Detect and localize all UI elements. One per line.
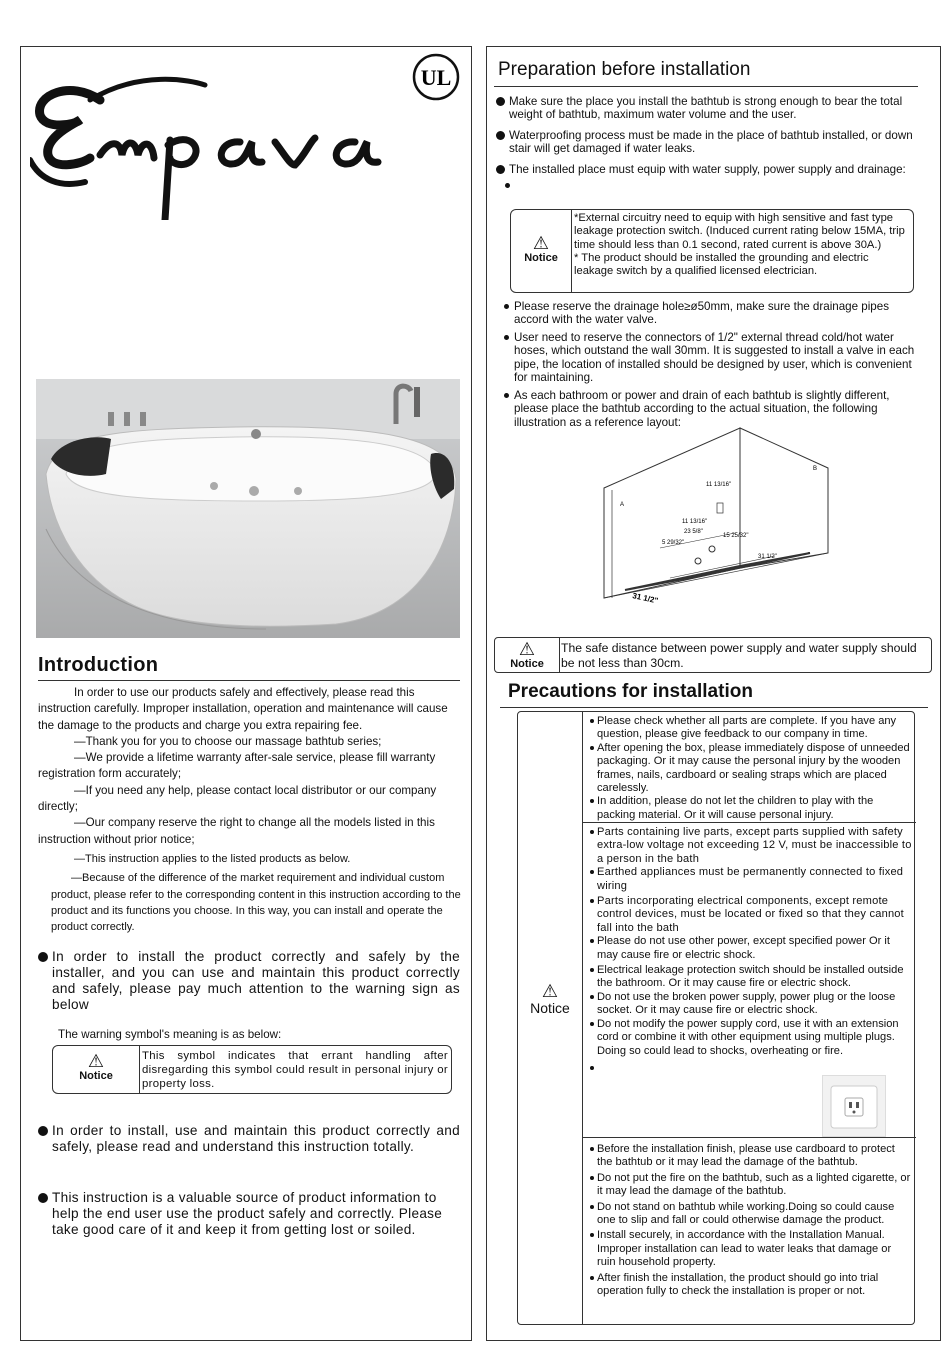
notice-label [518,982,582,1018]
bullet-dot-icon [504,393,509,398]
bullet-dot-icon [38,1193,48,1203]
intro-divider [38,680,460,681]
intro-bullet [38,949,460,1013]
notice-text: *External circuitry need to equip with high sensitive and fast type leakage protection switch. (Induced current rating below 15MA, trip time should less than 0.1 second, rated current is above 30A.) [574,212,905,251]
intro-body [38,685,462,935]
bullet-dot-icon [504,304,509,309]
notice-divider [559,638,560,672]
intro-paragraph: —We provide a lifetime warranty after-sale service, please fill warranty registration form accurately; [38,751,436,781]
bullet-dot-icon [38,1126,48,1136]
precautions-group-1 [582,712,916,823]
precaution-item: Do not put the fire on the bathtub, such as a lighted cigarette, or it may lead the damage of the bathtub. [590,1172,912,1199]
notice-label-text: Notice [524,252,558,264]
diagram-label: B [813,466,818,472]
diagram-dimension: 31 1/2" [758,554,777,560]
bathtub-photo [36,379,460,638]
intro-bullet-text: In order to install, use and maintain this product correctly and safely, please read and understand this instruction totally. [52,1123,460,1154]
diagram-label: A [620,502,625,508]
precaution-item: Do not use the broken power supply, power plug or the loose socket. Or it may cause fire or electric shock. [590,991,912,1018]
warning-symbol-caption: The warning symbol's meaning is as below: [58,1028,282,1041]
warning-triangle-icon: ⚠ [541,981,559,1001]
ul-certification-icon [411,52,461,102]
safe-distance-notice-box [494,637,932,673]
empava-logo [30,70,430,220]
bullet-dot-icon [504,335,509,340]
precaution-item: Please do not use other power, except specified power Or it may cause fire or electric shock. [590,935,912,962]
bullet-dot-icon [496,165,505,174]
intro-bullet-text: In order to install the product correctly and safely by the installer, and you can use and maintain this product correctly and safely, please pay much attention to the warning sign as below [52,949,460,1012]
intro-title: Introduction [38,654,159,676]
precaution-item: Parts incorporating electrical components, except remote control devices, must be located or fixed so that they cannot fall into the bath [590,895,912,935]
diagram-dimension: 31 1/2" [631,591,659,606]
intro-paragraph: —If you need any help, please contact local distributor or our company directly; [38,783,437,814]
precaution-item: Before the installation finish, please use cardboard to protect the bathtub or it may lead the damage of the bathtub. [590,1143,912,1170]
prep-sub-bullet [496,300,924,327]
layout-diagram [600,418,840,610]
warning-triangle-icon: ⚠ [87,1051,105,1071]
diagram-dimension: 5 29/32" [662,540,685,546]
intro-paragraph: —This instruction applies to the listed products as below. [74,852,351,865]
precaution-item: Earthed appliances must be permanently connected to fixed wiring [590,866,912,893]
intro-notice-box [52,1045,452,1094]
prep-notice-box [510,209,914,293]
precautions-group-2 [582,823,916,1138]
prep-sub-bullet-text: User need to reserve the connectors of 1/2" external thread cold/hot water hoses, which outstand the wall 30mm. It is suggested to install a valve in each pipe, the location of installed should be designed by user, which is convenient for maintaining. [514,331,915,385]
intro-paragraph: —Because of the difference of the market requirement and individual custom product, please refer to the corresponding content in this instruction according to the product and its functions you choose. In this way, you can install and operate the product correctly. [51,872,461,934]
prep-bullet [496,163,924,176]
precaution-item: Do not stand on bathtub while working.Doing so could cause one to slip and fall or could otherwise damage the product. [590,1201,912,1228]
precautions-table [517,711,915,1325]
intro-bullet [38,1123,460,1155]
notice-text-block [574,212,910,278]
bullet-dot-icon [496,97,505,106]
notice-label [495,640,559,670]
intro-paragraph: —Thank you for you to choose our massage bathtub series; [74,734,382,748]
intro-paragraph: In order to use our products safely and effectively, please read this instruction carefully. Improper installation, operation and maintenance will cause the damage to the products and charge you extra repairing fee. [38,686,448,732]
precaution-item: In addition, please do not let the children to play with the packing material. Or it will cause personal injury. [590,795,912,822]
precaution-item: After finish the installation, the product should go into trial operation fully to check the installation is proper or not. [590,1272,912,1299]
notice-divider [139,1046,140,1093]
bullet-dot-icon [496,131,505,140]
warning-triangle-icon: ⚠ [518,639,536,659]
prep-bullet [496,95,924,122]
ul-mark-text: UL [420,65,452,90]
precaution-item: After opening the box, please immediately dispose of unneeded packaging. Or it may cause the personal injury by the wooden frames, nails, cardboard or sealing straps which are placed carelessly. [590,742,912,796]
diagram-dimension: 23 5/8" [684,529,703,535]
bullet-dot-icon [38,952,48,962]
intro-bullet [38,1190,460,1238]
notice-text: The safe distance between power supply and water supply should be not less than 30cm. [561,641,917,670]
prep-title: Preparation before installation [498,59,751,80]
precautions-title: Precautions for installation [508,681,753,702]
notice-label-text: Notice [510,658,544,670]
diagram-dimension: 15 25/32" [723,533,749,539]
notice-label-text: Notice [530,1000,570,1016]
prep-bullet-text: Make sure the place you install the bathtub is strong enough to bear the total weight of bathtub, maximum water volume and the user. [509,95,903,122]
precautions-group-3 [582,1138,916,1326]
precautions-notice-column [518,712,583,1324]
precaution-item: Install securely, in accordance with the Installation Manual. Improper installation can lead to water leaks that damage or ruin household property. [590,1229,912,1269]
prep-sub-bullet [496,331,924,385]
prep-divider [494,86,918,87]
precaution-item: Please check whether all parts are complete. If you have any question, please give feedback to our company in time. [590,715,912,742]
notice-text: This symbol indicates that errant handling after disregarding this symbol could result in personal injury or property loss. [142,1050,448,1090]
warning-triangle-icon: ⚠ [532,233,550,253]
notice-text: * The product should be installed the grounding and electric leakage switch by a qualified licensed electrician. [574,251,869,278]
notice-label [53,1052,139,1082]
precaution-item: Electrical leakage protection switch should be installed outside the bathroom. Or it may cause fire or electric shock. [590,964,912,991]
intro-paragraph: —Our company reserve the right to change all the models listed in this instruction without prior notice; [38,816,435,846]
precautions-divider [500,707,928,708]
precaution-item-empty [590,1062,912,1070]
diagram-dimension: 11 13/16" [706,482,732,488]
intro-bullet-text: This instruction is a valuable source of product information to help the end user use the product safely and correctly. Please take good care of it and keep it from getting lost or soiled. [52,1190,443,1237]
bullet-dot-icon [505,183,510,188]
notice-divider [571,210,572,292]
prep-bullet-text: Waterproofing process must be made in the place of bathtub installed, or down stair will get damaged if water leaks. [509,129,913,156]
prep-bullet [496,129,924,156]
diagram-dimension: 11 13/16" [682,519,708,525]
notice-label [511,234,571,264]
prep-sub-bullet-text: Please reserve the drainage hole≥ø50mm, make sure the drainage pipes accord with the water valve. [514,300,889,327]
precaution-item: Parts containing live parts, except parts supplied with safety extra-low voltage not exceeding 12 V, must be inaccessible to a person in the bath [590,826,912,866]
prep-bullet-text: The installed place must equip with water supply, power supply and drainage: [509,163,906,176]
prep-sub-bullet-text: As each bathroom or power and drain of each bathtub is slightly different, please place the bathtub according to the actual situation, the following illustration as a reference layout: [514,389,890,429]
precaution-item: Do not modify the power supply cord, use it with an extension cord or combine it with other equipment using multiple plugs. Doing so could lead to shocks, overheating or fire. [590,1018,912,1058]
notice-label-text: Notice [79,1070,113,1082]
power-socket-image [822,1075,886,1137]
